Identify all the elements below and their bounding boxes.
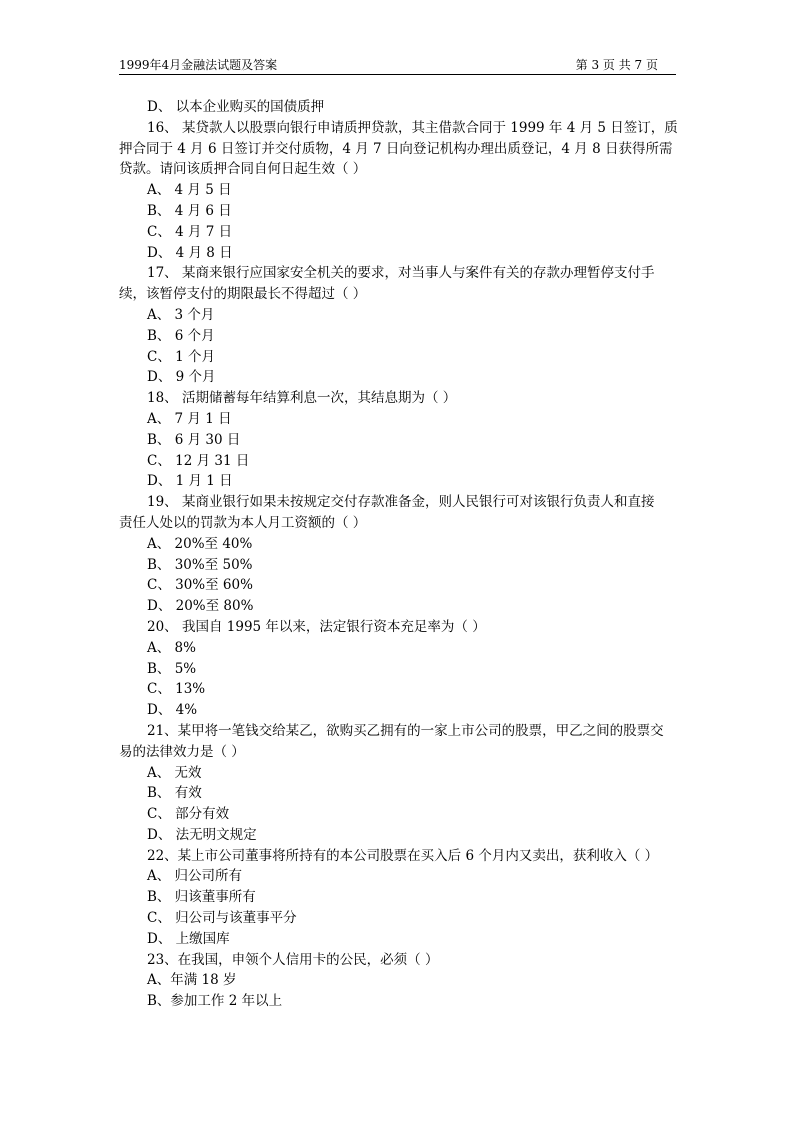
text-line: A、 归公司所有	[147, 868, 243, 885]
page-header	[119, 57, 676, 75]
text-line: 续，该暂停支付的期限最长不得超过（ ）	[119, 286, 367, 303]
text-line: C、 30%至 60%	[147, 577, 253, 594]
text-line: D、 9 个月	[147, 369, 216, 386]
text-line: B、 4 月 6 日	[147, 202, 232, 219]
text-line: 22、某上市公司董事将所持有的本公司股票在买入后 6 个月内又卖出，获利收入（ ）	[147, 847, 659, 864]
text-line: 易的法律效力是（ ）	[119, 743, 245, 760]
text-line: A、年满 18 岁	[147, 972, 237, 989]
text-line: A、 4 月 5 日	[147, 182, 232, 199]
text-line: 18、 活期储蓄每年结算利息一次，其结息期为（ ）	[147, 390, 457, 407]
text-line: D、 4%	[147, 702, 198, 719]
text-line: A、 3 个月	[147, 306, 215, 323]
text-line: 20、 我国自 1995 年以来，法定银行资本充足率为（ ）	[147, 618, 486, 635]
document-body	[119, 97, 676, 1012]
text-line: D、 4 月 8 日	[147, 244, 233, 261]
text-line: 16、 某贷款人以股票向银行申请质押贷款，其主借款合同于 1999 年 4 月 5 日签订，质	[147, 119, 678, 136]
text-line: B、 6 月 30 日	[147, 431, 241, 448]
text-line: B、 有效	[147, 785, 202, 802]
text-line: D、 20%至 80%	[147, 598, 254, 615]
document-title: 1999年4月金融法试题及答案	[119, 58, 278, 72]
text-line: 贷款。请问该质押合同自何日起生效（ ）	[119, 161, 367, 178]
text-line: D、 上缴国库	[147, 930, 230, 947]
text-line: B、 30%至 50%	[147, 556, 253, 573]
text-line: 责任人处以的罚款为本人月工资额的（ ）	[119, 514, 367, 531]
text-line: 23、在我国，申领个人信用卡的公民，必须（ ）	[147, 951, 439, 968]
text-line: B、参加工作 2 年以上	[147, 993, 283, 1010]
page-number: 第 3 页 共 7 页	[575, 58, 658, 72]
text-line: C、 部分有效	[147, 806, 230, 823]
text-line: 押合同于 4 月 6 日签订并交付质物，4 月 7 日向登记机构办理出质登记，4 月 8 日获得所需	[119, 140, 673, 157]
text-line: A、 8%	[147, 639, 196, 656]
text-line: 19、 某商业银行如果未按规定交付存款准备金，则人民银行可对该银行负责人和直接	[147, 494, 655, 511]
text-line: C、 1 个月	[147, 348, 216, 365]
text-line: C、 13%	[147, 681, 206, 698]
text-line: B、 归该董事所有	[147, 889, 256, 906]
text-line: 21、某甲将一笔钱交给某乙，欲购买乙拥有的一家上市公司的股票，甲乙之间的股票交	[147, 722, 664, 739]
text-line: D、 法无明文规定	[147, 826, 257, 843]
text-line: B、 5%	[147, 660, 197, 677]
text-line: 17、 某商来银行应国家安全机关的要求，对当事人与案件有关的存款办理暂停支付手	[147, 265, 655, 282]
text-line: D、 以本企业购买的国债质押	[147, 99, 325, 115]
text-line: C、 4 月 7 日	[147, 223, 233, 240]
text-line: A、 20%至 40%	[147, 535, 253, 552]
text-line: C、 12 月 31 日	[147, 452, 250, 469]
text-line: D、 1 月 1 日	[147, 473, 233, 490]
text-line: A、 7 月 1 日	[147, 410, 232, 427]
text-line: A、 无效	[147, 764, 202, 781]
text-line: C、 归公司与该董事平分	[147, 910, 297, 927]
text-line: B、 6 个月	[147, 327, 215, 344]
